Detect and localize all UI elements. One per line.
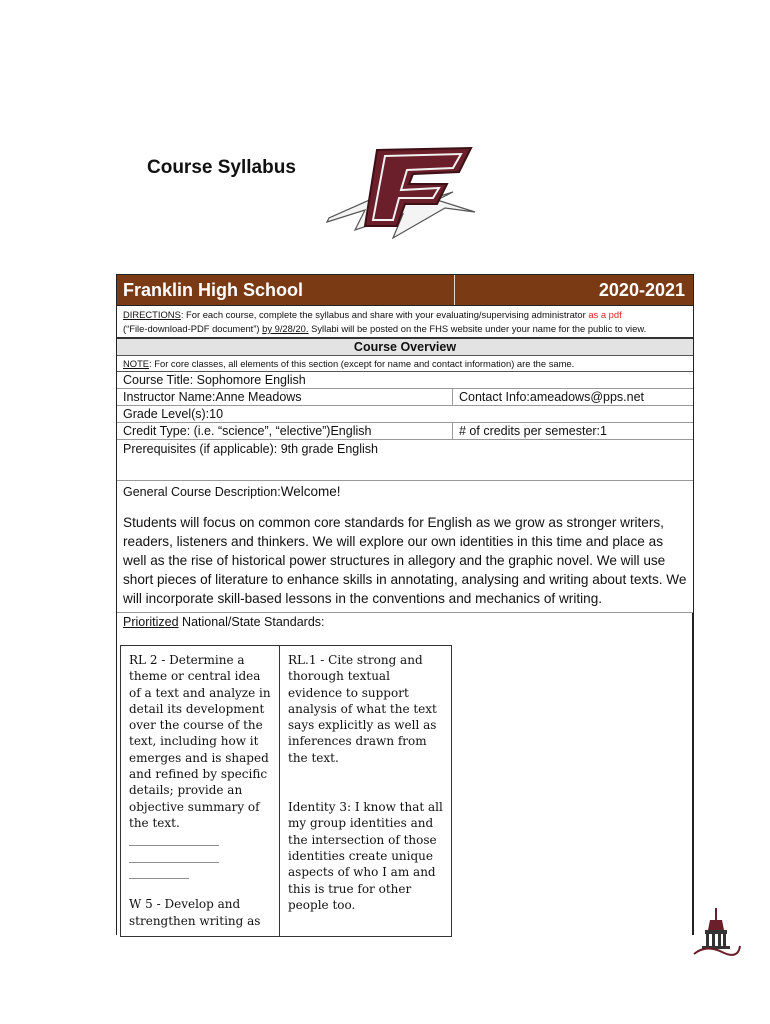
school-name: Franklin High School: [117, 275, 455, 305]
course-title-field: Course Title: Sophomore English: [123, 373, 306, 387]
course-description: [117, 481, 693, 613]
standards-column-1: [121, 646, 280, 936]
standards-label-b: National/State Standards:: [178, 615, 325, 629]
description-body: Students will focus on common core standards for English as we grow as stronger writers, readers, listeners and thinkers. We will explore our own identities in this time and place as well as the rise of historical power structures in allegory and the graphic novel. We will use short pieces of literature to enhance skills in annotating, analysing and writing about texts. We will incorporate skill-based lessons in the conventions and mechanics of writing.: [123, 515, 687, 606]
description-label: General Course Description:: [123, 485, 281, 499]
standards-label-a: Prioritized: [123, 615, 179, 629]
franklin-f-logo: [325, 142, 480, 244]
building-emblem-icon: [692, 906, 742, 958]
credit-type-field: Credit Type: (i.e. “science”, “elective”)English: [123, 424, 372, 438]
overview-note: [117, 356, 693, 372]
note-label: NOTE: [123, 358, 150, 369]
directions-text-3: Syllabi will be posted on the FHS website under your name for the public to view.: [308, 323, 647, 334]
logo-letter: F: [395, 222, 396, 223]
standard-identity3: Identity 3: I know that all my group identities and the intersection of those identities create unique aspects of who I am and this is true for other people too.: [288, 800, 443, 912]
grade-field: Grade Level(s):10: [123, 407, 224, 421]
row-grade: [117, 406, 693, 423]
standard-rl1: RL.1 - Cite strong and thorough textual evidence to support analysis of what the text says explicitly as well as inferences drawn from the text.: [288, 653, 437, 765]
directions-text: : For each course, complete the syllabus and share with your evaluating/supervising administrator: [180, 309, 589, 320]
course-overview-heading: Course Overview: [117, 339, 693, 356]
note-text: : For core classes, all elements of this section (except for name and contact information) are the same.: [149, 358, 575, 369]
credits-field: # of credits per semester:1: [452, 423, 693, 439]
row-credit: [117, 423, 693, 440]
description-welcome: Welcome!: [280, 484, 341, 499]
directions-label: DIRECTIONS: [123, 309, 181, 320]
row-course-title: [117, 372, 693, 389]
due-date: by 9/28/20.: [262, 323, 309, 334]
standard-rl2: RL 2 - Determine a theme or central idea of a text and analyze in detail its development over the course of the text, including how it emerges and is shaped and refined by specific details; provide an objective summary of the text. _______________ _______________ __________ W 5 - Develop and strengthen writing as: [129, 653, 271, 928]
school-year: 2020-2021: [598, 279, 685, 300]
instructor-field: Instructor Name:Anne Meadows: [123, 390, 302, 404]
prerequisites-field: Prerequisites (if applicable): 9th grade English: [117, 440, 693, 481]
standards-table: [120, 645, 452, 937]
directions: [117, 306, 693, 339]
pdf-highlight: as a pdf: [588, 309, 622, 320]
directions-text-2: (“File-download-PDF document”): [123, 323, 263, 334]
row-instructor: [117, 389, 693, 406]
contact-field: Contact Info:ameadows@pps.net: [452, 389, 693, 405]
header-bar: [117, 275, 693, 306]
standards-column-2: [280, 646, 451, 936]
page-title: Course Syllabus: [147, 157, 296, 178]
